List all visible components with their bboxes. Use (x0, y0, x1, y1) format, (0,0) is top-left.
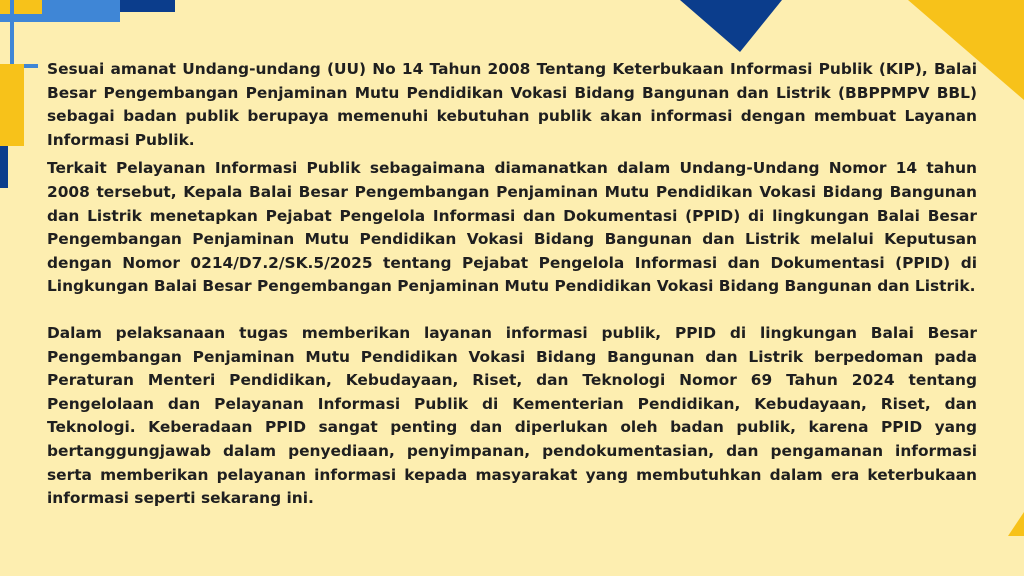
corner-decoration-bottom-right (1004, 512, 1024, 542)
paragraph-ppid-decree: Terkait Pelayanan Informasi Publik sebagaimana diamanatkan dalam Undang-Undang Nomor 14 tahun 2008 tersebut, Kepala Balai Besar Pengembangan Penjaminan Mutu Pendidikan Vokasi Bidang Bangunan dan Listrik menetapkan Pejabat Pengelola Informasi dan Dokumentasi (PPID) di lingkungan Balai Besar Pengembangan Penjaminan Mutu Pendidikan Vokasi Bidang Bangunan dan Listrik melalui Keputusan dengan Nomor 0214/D7.2/SK.5/2025 tentang Pejabat Pengelola Informasi dan Dokumentasi (PPID) di Lingkungan Balai Besar Pengembangan Penjaminan Mutu Pendidikan Vokasi Bidang Bangunan dan Listrik. (47, 159, 977, 296)
document-body (47, 58, 977, 511)
paragraph-ppid-role: Dalam pelaksanaan tugas memberikan layanan informasi publik, PPID di lingkungan Balai Besar Pengembangan Penjaminan Mutu Pendidikan Vokasi Bidang Bangunan dan Listrik berpedoman pada Peraturan Menteri Pendidikan, Kebudayaan, Riset, dan Teknologi Nomor 69 Tahun 2024 tentang Pengelolaan dan Pelayanan Informasi Publik di Kementerian Pendidikan, Kebudayaan, Riset, dan Teknologi. Keberadaan PPID sangat penting dan diperlukan oleh badan publik, karena PPID yang bertanggungjawab dalam penyediaan, penyimpanan, pendokumentasian, dan pengamanan informasi serta memberikan pelayanan informasi kepada masyarakat yang membutuhkan dalam era keterbukaan informasi seperti sekarang ini. (47, 323, 977, 508)
paragraph-intro: Sesuai amanat Undang-undang (UU) No 14 Tahun 2008 Tentang Keterbukaan Informasi Publik (KIP), Balai Besar Pengembangan Penjaminan Mutu Pendidikan Vokasi Bidang Bangunan dan Listrik (BBPPMPV BBL) sebagai badan publik berupaya memenuhi kebutuhan publik akan informasi dengan membuat Layanan Informasi Publik. (47, 60, 977, 149)
